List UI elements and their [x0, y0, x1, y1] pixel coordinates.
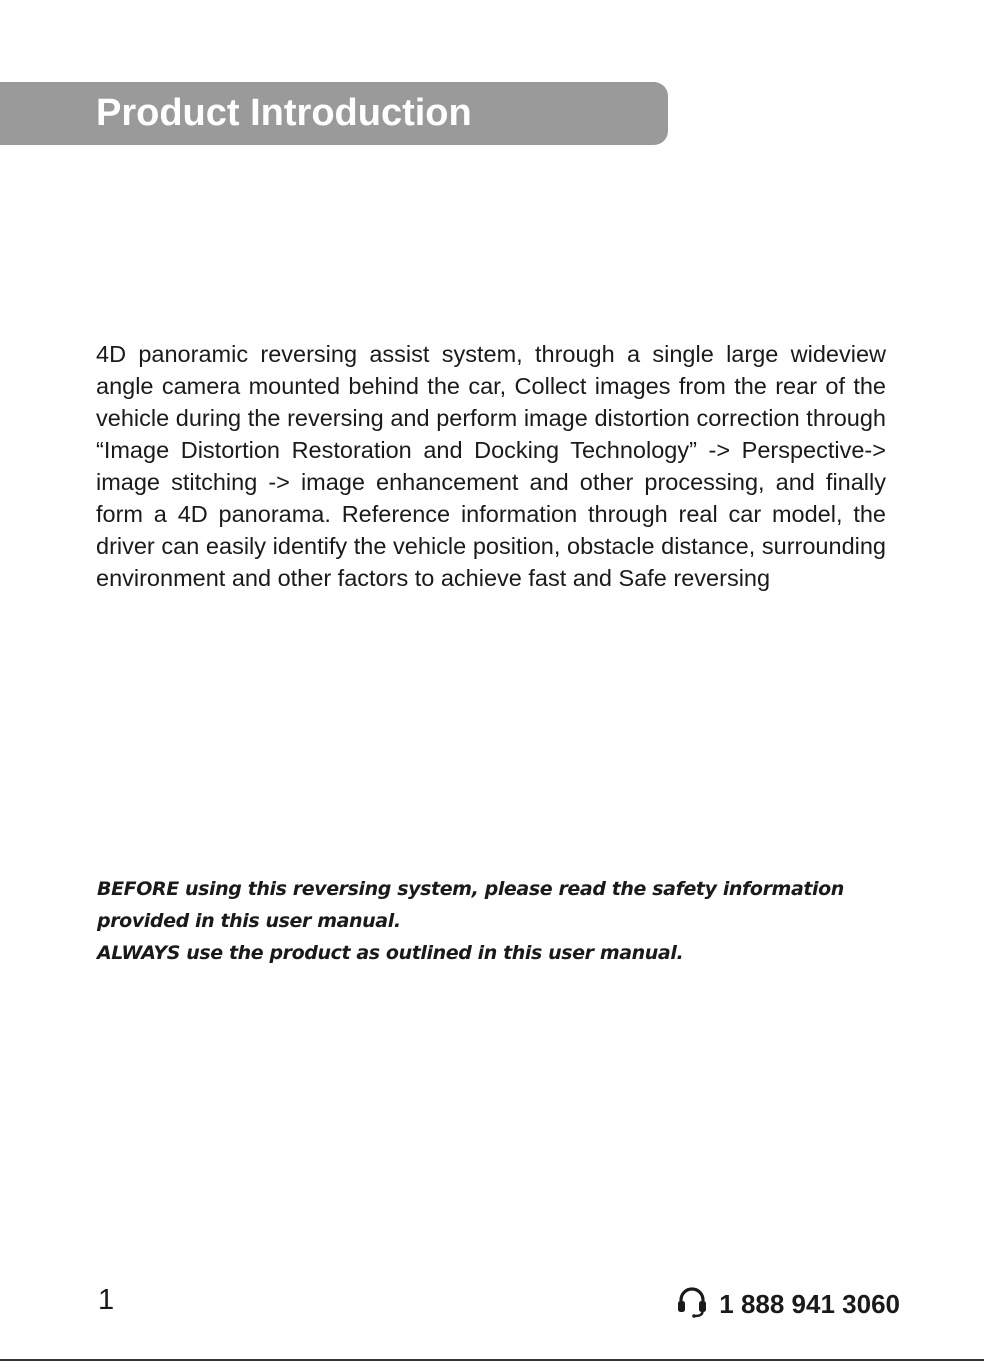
support-phone-number: 1 888 941 3060 [719, 1288, 900, 1319]
section-header-banner [0, 82, 668, 145]
headset-icon [675, 1284, 719, 1323]
section-title: Product Introduction [96, 92, 472, 134]
safety-notice-line-1: BEFORE using this reversing system, please read the safety information [97, 878, 844, 900]
page-number: 1 [98, 1284, 115, 1316]
safety-notice [97, 873, 917, 969]
safety-notice-line-3: ALWAYS use the product as outlined in this user manual. [97, 942, 684, 964]
bottom-divider [0, 1359, 984, 1361]
safety-notice-line-2: provided in this user manual. [97, 910, 401, 932]
intro-paragraph: 4D panoramic reversing assist system, through a single large wideview angle camera mounted behind the car, Collect images from the rear of the vehicle during the reversing and perform image distortion correction through “Image Distortion Restoration and Docking Technology” -> Perspective-> image stitching -> image enhancement and other processing, and finally form a 4D panorama. Reference information through real car model, the driver can easily identify the vehicle position, obstacle distance, surrounding environment and other factors to achieve fast and Safe reversing [96, 341, 886, 591]
support-contact [675, 1284, 900, 1323]
